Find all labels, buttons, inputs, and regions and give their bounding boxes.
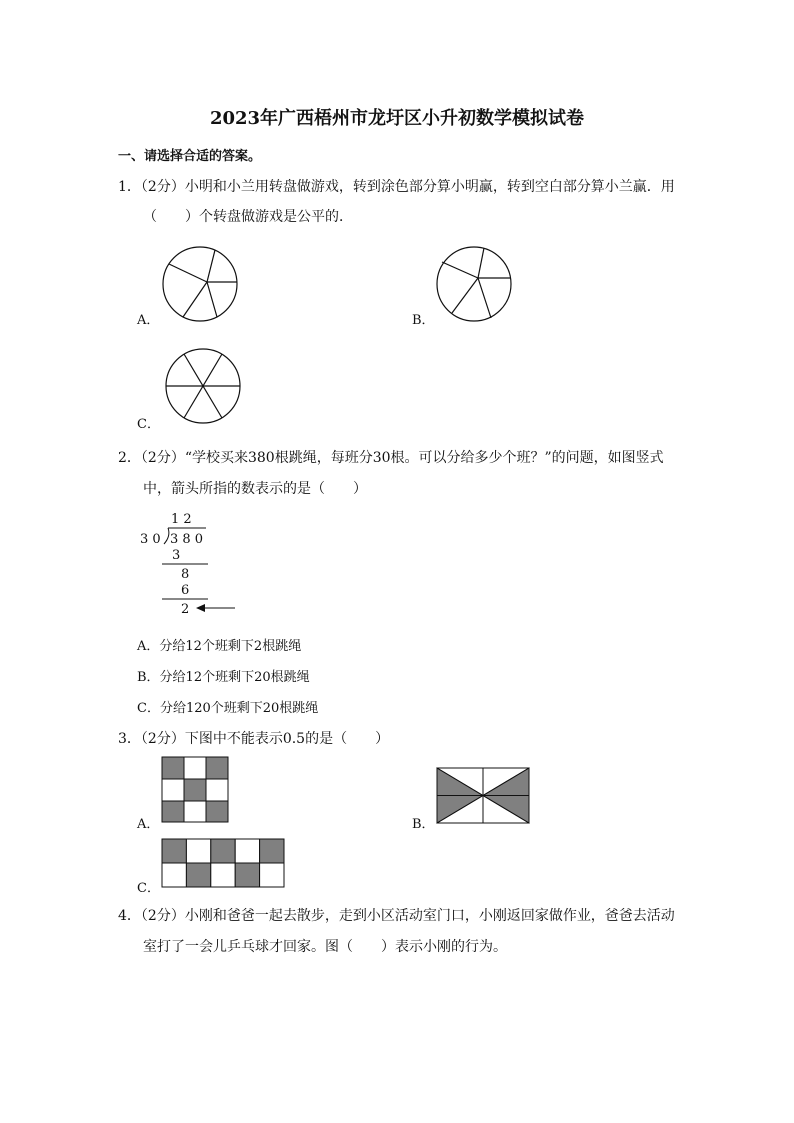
strip-c-figure[interactable]	[162, 839, 285, 889]
grid-a-figure[interactable]	[162, 757, 230, 823]
q1-option-a-label[interactable]: A．	[137, 313, 160, 328]
bowtie-rect-figure[interactable]	[437, 768, 530, 824]
long-division-figure	[138, 508, 248, 620]
q1-option-b-label[interactable]: B．	[412, 313, 435, 328]
q1-text-line1: 1．（2分）小明和小兰用转盘做游戏，转到涂色部分算小明赢，转到空白部分算小兰赢．用	[118, 179, 675, 195]
division-remainder: 2	[181, 602, 190, 617]
q1-text-line2: （ ）个转盘做游戏是公平的．	[143, 209, 353, 225]
q1-option-c-label[interactable]: C．	[137, 417, 160, 432]
q4-text-line1: 4．（2分）小刚和爸爸一起去散步，走到小区活动室门口，小刚返回家做作业，爸爸去活动	[118, 908, 675, 924]
q2-text-line1: 2．（2分）“学校买来380根跳绳，每班分30根。可以分给多少个班？”的问题，如图竖式	[118, 450, 664, 466]
q2-text-line2: 中，箭头所指的数表示的是（ ）	[143, 481, 367, 497]
q3-option-b-label[interactable]: B．	[412, 817, 435, 832]
spinner-a-figure[interactable]	[160, 244, 242, 326]
arrow-head-icon	[196, 604, 205, 612]
q3-text-line1: 3．（2分）下图中不能表示0.5的是（ ）	[118, 731, 390, 747]
q2-option-b[interactable]: B．分给12个班剩下20根跳绳	[137, 670, 310, 685]
q2-option-c[interactable]: C．分给120个班剩下20根跳绳	[137, 701, 319, 716]
division-step-3: 6	[181, 583, 190, 598]
q2-option-a[interactable]: A．分给12个班剩下2根跳绳	[137, 639, 302, 654]
q4-text-line2: 室打了一会儿乒乓球才回家。图（ ）表示小刚的行为。	[143, 939, 507, 955]
division-divisor: 3 0	[140, 532, 161, 547]
q3-option-c-label[interactable]: C．	[137, 881, 160, 896]
division-step-1: 3	[172, 548, 181, 563]
division-quotient: 1 2	[171, 512, 192, 527]
q3-option-a-label[interactable]: A．	[137, 817, 160, 832]
section-heading: 一、请选择合适的答案。	[118, 149, 262, 164]
division-dividend: 3 8 0	[170, 532, 204, 547]
page-title: 2023年广西梧州市龙圩区小升初数学模拟试卷	[209, 108, 585, 129]
spinner-b-figure[interactable]	[434, 244, 516, 326]
spinner-c-figure[interactable]	[163, 346, 245, 428]
division-step-2: 8	[181, 567, 190, 582]
